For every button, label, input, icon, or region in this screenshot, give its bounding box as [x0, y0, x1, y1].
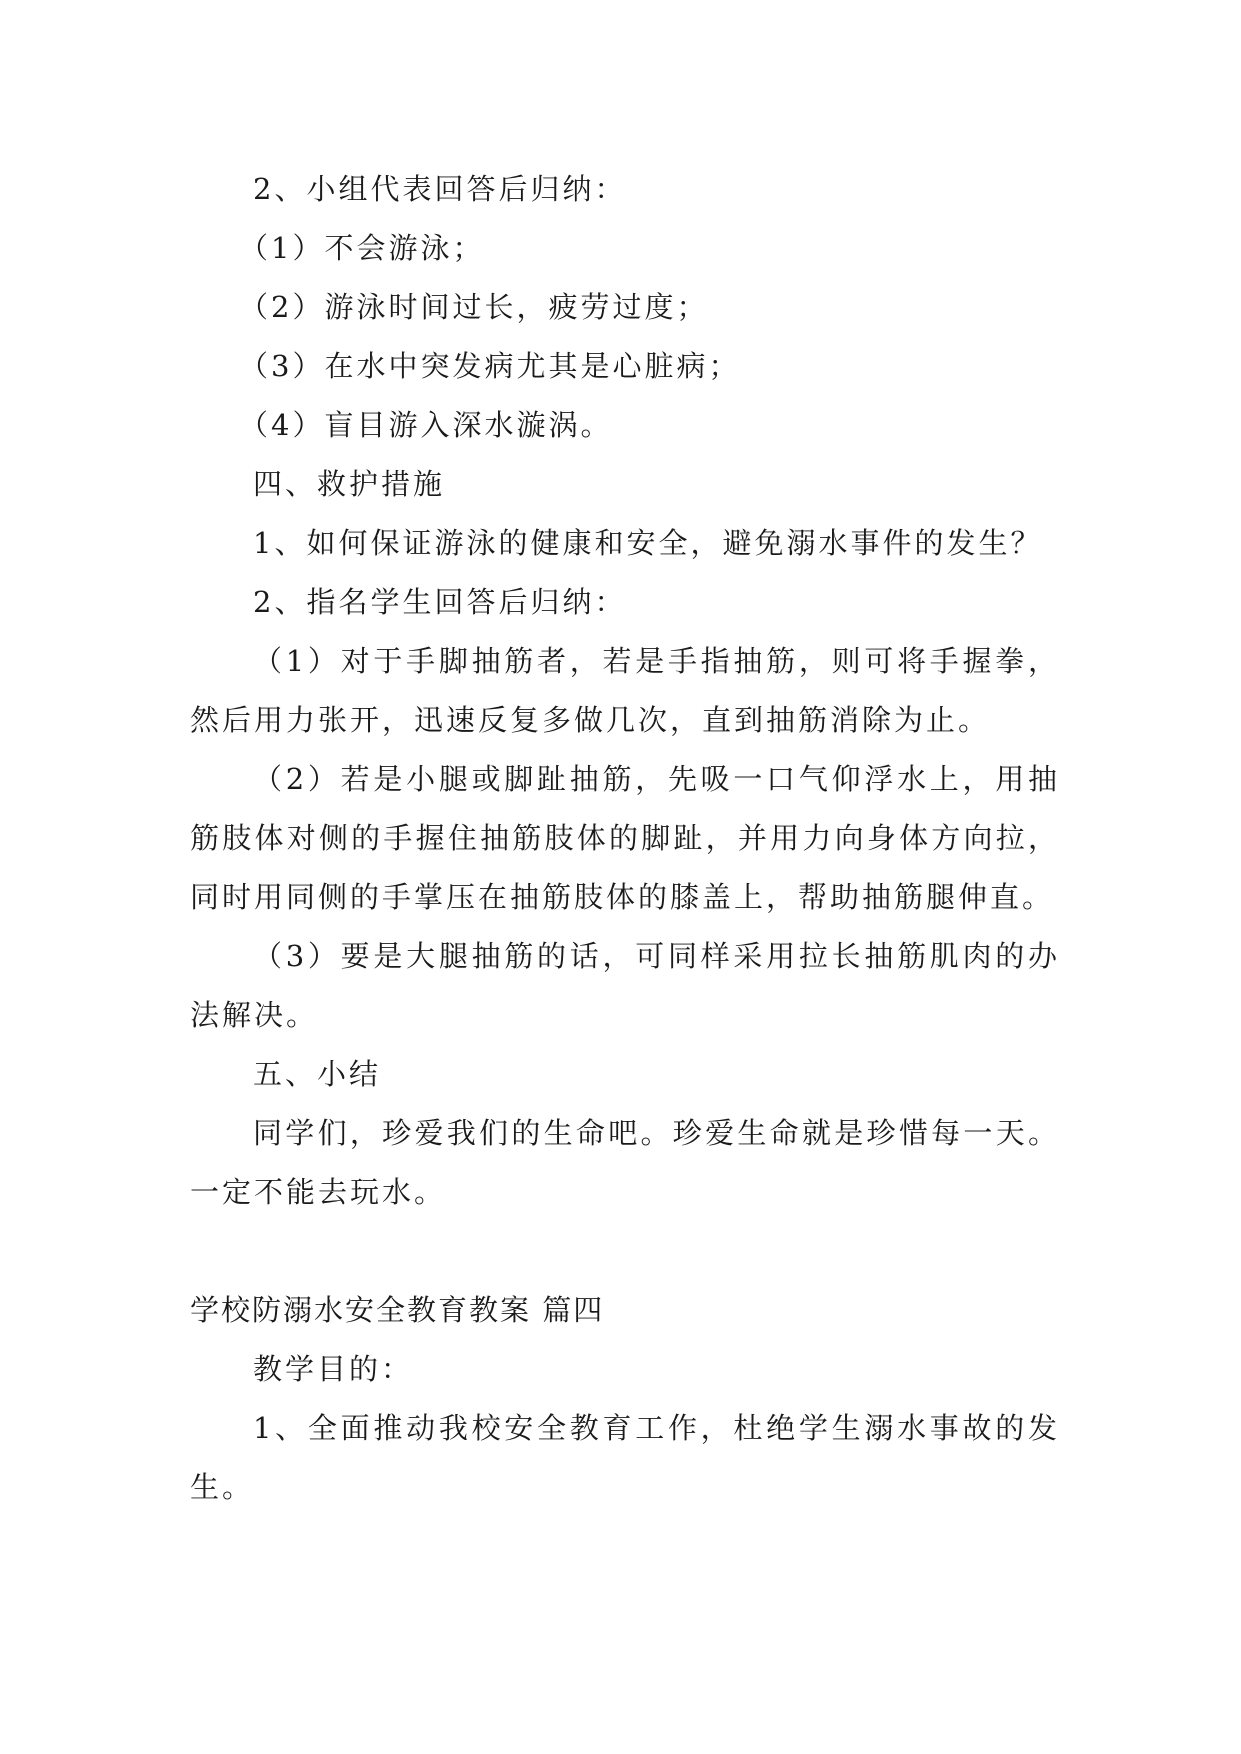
paragraph-group-answer: 2、小组代表回答后归纳： — [253, 172, 627, 206]
paragraph-student-answer: 2、指名学生回答后归纳： — [253, 585, 627, 619]
paragraph-summary: 同学们，珍爱我们的生命吧。珍爱生命就是珍惜每一天。一定不能去玩水。 — [190, 1116, 1060, 1209]
list-item: （2）游泳时间过长，疲劳过度； — [239, 290, 709, 324]
list-item: （4）盲目游入深水漩涡。 — [239, 408, 613, 442]
list-item: （1）不会游泳； — [239, 231, 485, 265]
paragraph-teaching-goal: 教学目的： — [253, 1352, 414, 1386]
section-title-rescue: 四、救护措施 — [253, 467, 446, 501]
list-item: （3）在水中突发病尤其是心脏病； — [239, 349, 741, 383]
paragraph-hand-cramp: （1）对于手脚抽筋者，若是手指抽筋，则可将手握拳，然后用力张开，迅速反复多做几次，直到抽筋消除为止。 — [190, 644, 1060, 737]
section-title-summary: 五、小结 — [253, 1057, 382, 1091]
document-body — [190, 160, 1060, 1517]
paragraph-question: 1、如何保证游泳的健康和安全，避免溺水事件的发生？ — [253, 526, 1043, 560]
paragraph-calf-cramp: （2）若是小腿或脚趾抽筋，先吸一口气仰浮水上，用抽筋肢体对侧的手握住抽筋肢体的脚趾，并用力向身体方向拉，同时用同侧的手掌压在抽筋肢体的膝盖上，帮助抽筋腿伸直。 — [190, 762, 1060, 914]
paragraph-goal-item: 1、全面推动我校安全教育工作，杜绝学生溺水事故的发生。 — [190, 1411, 1060, 1504]
document-section-heading: 学校防溺水安全教育教案 篇四 — [190, 1293, 605, 1327]
paragraph-thigh-cramp: （3）要是大腿抽筋的话，可同样采用拉长抽筋肌肉的办法解决。 — [190, 939, 1060, 1032]
